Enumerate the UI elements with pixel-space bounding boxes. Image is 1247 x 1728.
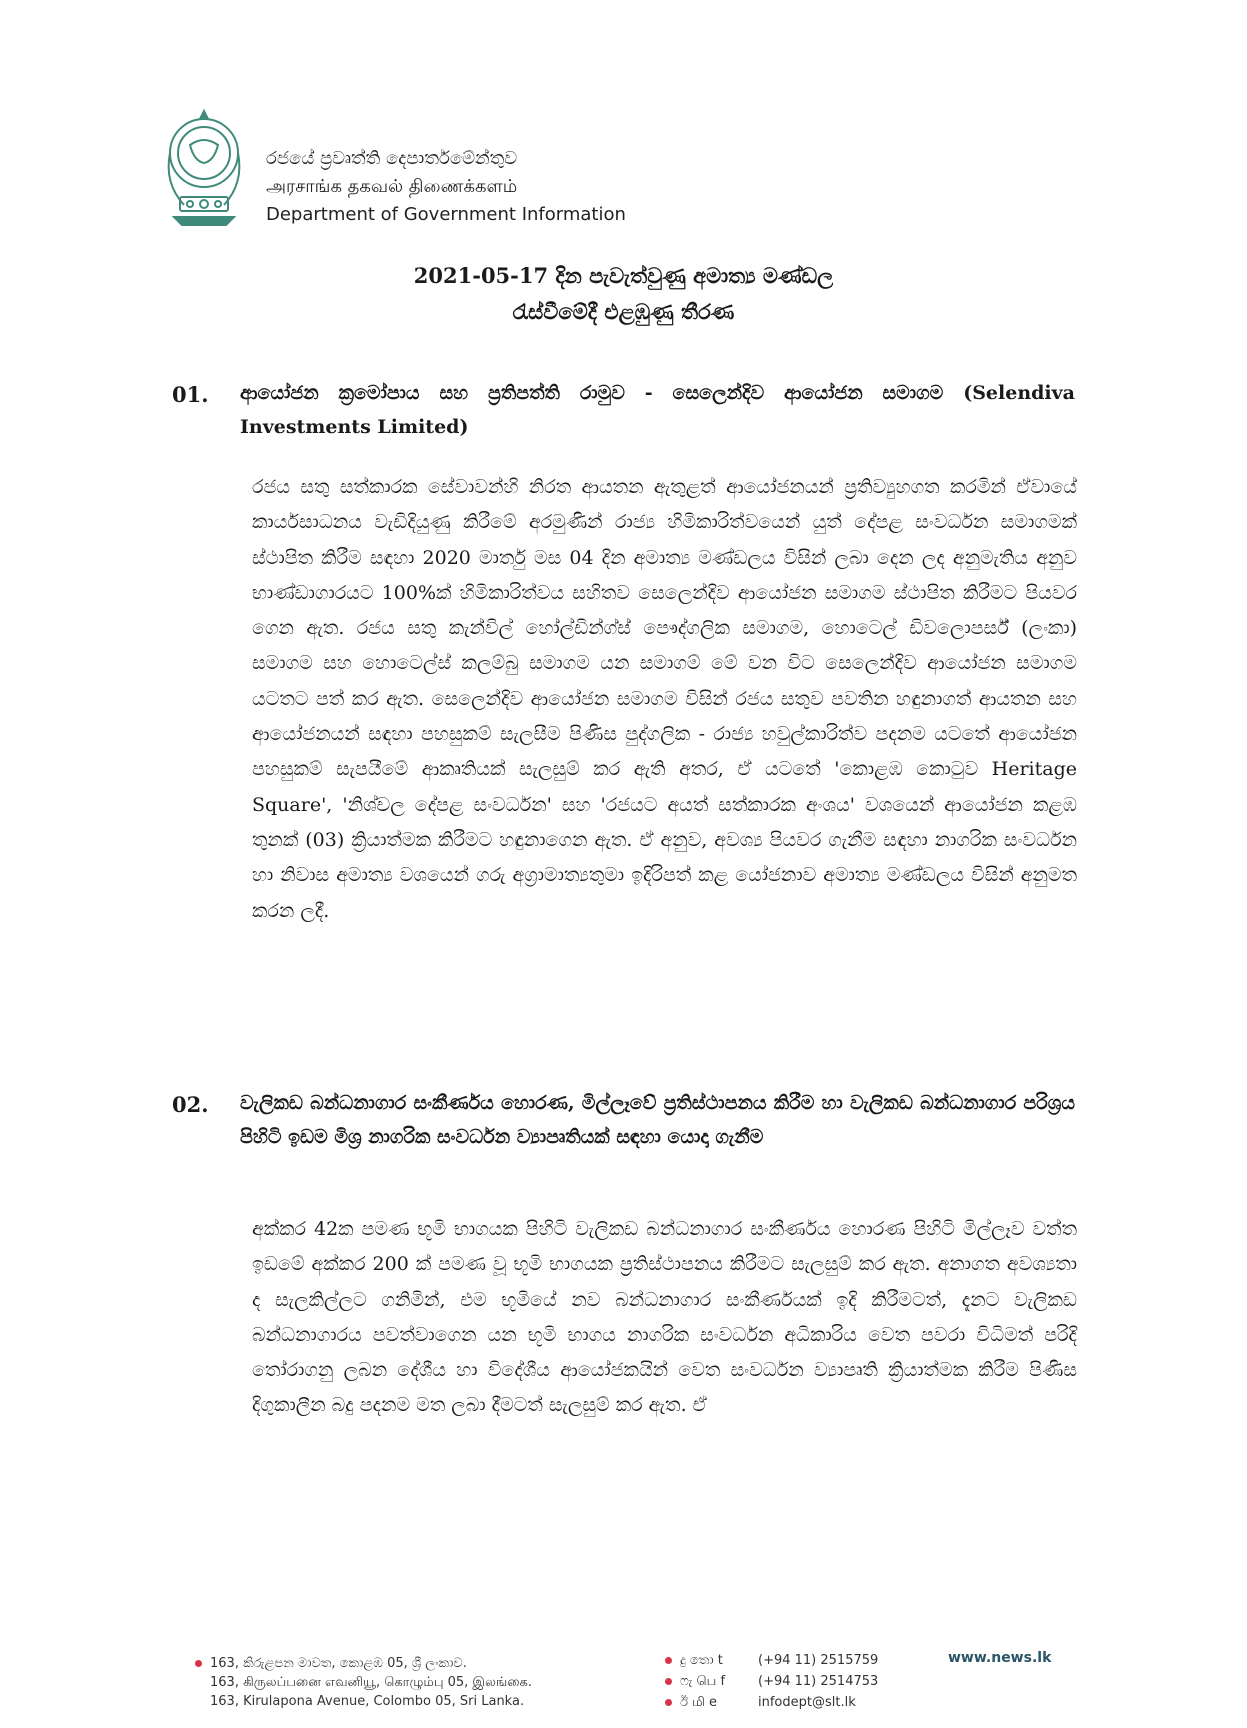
telephone-number: (+94 11) 2515759: [758, 1653, 879, 1668]
section-body: රජය සතු සත්කාරක සේවාවන්හි නිරත ආයතන ඇතුළත් ආයෝජනයන් ප්‍රතිව්‍යුහගත කරමින් ඒවායේ කාර්යසාධනය වැඩිදියුණු කිරීමේ අරමුණින් රාජ්‍ය හිමිකාරිත්වයෙන් යුත් දේපළ සංවර්ධන සමාගමක් ස්ථාපිත කිරීම සඳහා 2020 මාර්තු මස 04 දින අමාත්‍ය මණ්ඩලය විසින් ලබා දෙන ලද අනුමැතිය අනුව භාණ්ඩාගාරයට 100%ක් හිමිකාරිත්වය සහිතව සෙලෙන්දිව ආයෝජන සමාගම ස්ථාපිත කිරීමට පියවර ගෙන ඇත. රජය සතු කැන්විල් හෝල්ඩින්ග්ස් පෞද්ගලික සමාගම, හොටෙල් ඩිවලොපර්ස් (ලංකා) සමාගම සහ හොටෙල්ස් කලම්බු සමාගම යන සමාගම් මේ වන විට සෙලෙන්දිව ආයෝජන සමාගම යටතට පත් කර ඇත. සෙලෙන්දිව ආයෝජන සමාගම විසින් රජය සතුව පවතින හඳුනාගත් ආයතන සහ ආයෝජනයන් සඳහා පහසුකම් සැලසීම පිණිස පුද්ගලික - රාජ්‍ය හවුල්කාරිත්ව පදනම යටතේ ආයෝජන පහසුකම් සැපයීමේ ආකෘතියක් සැලසුම් කර ඇති අතර, ඒ යටතේ 'කොළඹ කොටුව Heritage Square', 'නිශ්චල දේපළ සංවර්ධන' සහ 'රජයට අයත් සත්කාරක අංශය' වශයෙන් ආයෝජන කළඹ තුනක් (03) ක්‍රියාත්මක කිරීමට හඳුනාගෙන ඇත. ඒ අනුව, අවශ්‍ය පියවර ගැනීම සඳහා නාගරික සංවර්ධන හා නිවාස අමාත්‍ය වශයෙන් ගරු අග්‍රාමාත්‍යතුමා ඉදිරිපත් කළ යෝජනාව අමාත්‍ය මණ්ඩලය විසින් අනුමත කරන ලදී.: [252, 476, 1077, 922]
address-sinhala: 163, කිරුළපන මාවත, කොළඹ 05, ශ්‍රී ලංකාව.: [210, 1656, 467, 1671]
department-name-tamil: அரசாங்க தகவல் திணைக்களம்: [266, 176, 518, 197]
address-tamil: 163, கிருலப்பனை எவனியூ, கொழும்பு 05, இலங்கை.: [210, 1675, 533, 1690]
fax-number: (+94 11) 2514753: [758, 1674, 879, 1689]
footer-address: [195, 1654, 532, 1711]
department-name-english: Department of Government Information: [266, 204, 626, 225]
title-line-2: රැස්වීමේදී එළඹුණු තීරණ: [512, 299, 735, 324]
sri-lanka-state-emblem-icon: [160, 105, 248, 230]
section-number: 02.: [172, 1092, 209, 1117]
title-line-1: 2021-05-17 දින පැවැත්වුණු අමාත්‍ය මණ්ඩල: [413, 263, 834, 288]
section-heading: ආයෝජන ක්‍රමෝපාය සහ ප්‍රතිපත්ති රාමුව - සෙලෙන්දිව ආයෝජන සමාගම (Selendiva Investments Limited): [240, 382, 1075, 438]
document-title: [0, 258, 1247, 330]
section-heading: වැලිකඩ බන්ධනාගාර සංකීර්ණය හොරණ, මිල්ලෑවේ ප්‍රතිස්ථාපනය කිරීම හා වැලිකඩ බන්ධනාගාර පරිශ්‍රය පිහිටි ඉඩම මිශ්‍ර නාගරික සංවර්ධන ව්‍යාපෘතියක් සඳහා යොදා ගැනීම: [240, 1092, 1075, 1148]
email-label: ඊ மி e: [680, 1695, 718, 1710]
bullet-dot-icon: [665, 1678, 672, 1685]
website-link[interactable]: www.news.lk: [948, 1650, 1052, 1666]
bullet-dot-icon: [195, 1660, 202, 1667]
bullet-dot-icon: [665, 1699, 672, 1706]
telephone-label: දු තො t: [680, 1653, 723, 1668]
department-name-sinhala: රජයේ ප්‍රවෘත්ති දෙපාර්තමේන්තුව: [266, 148, 518, 169]
footer-contact: [665, 1650, 878, 1713]
bullet-dot-icon: [665, 1657, 672, 1664]
section-number: 01.: [172, 382, 209, 407]
fax-label: ෆැ பெ f: [680, 1674, 726, 1689]
address-english: 163, Kirulapona Avenue, Colombo 05, Sri Lanka.: [210, 1694, 525, 1709]
section-body: අක්කර 42ක පමණ භූමි භාගයක පිහිටි වැලිකඩ බන්ධනාගාර සංකීර්ණය හොරණ පිහිටි මිල්ලෑව වත්ත ඉඩමේ අක්කර 200 ක් පමණ වූ භූමි භාගයක ප්‍රතිස්ථාපනය කිරීමට සැලසුම් කර ඇත. අනාගත අවශ්‍යතා ද සැලකිල්ලට ගනිමින්, එම භූමියේ නව බන්ධනාගාර සංකීර්ණයක් ඉදි කිරීමටත්, දැනට වැලිකඩ බන්ධනාගාරය පවත්වාගෙන යන භූමි භාගය නාගරික සංවර්ධන අධිකාරිය වෙත පවරා විධිමත් පරිදි තෝරාගනු ලබන දේශීය හා විදේශීය ආයෝජකයින් වෙත සංවර්ධන ව්‍යාපෘති ක්‍රියාත්මක කිරීම පිණිස දිගුකාලීන බදු පදනම මත ලබා දීමටත් සැලසුම් කර ඇත. ඒ: [252, 1218, 1077, 1417]
department-name-block: [266, 145, 626, 229]
email-address[interactable]: infodept@slt.lk: [758, 1695, 856, 1710]
letterhead: [160, 105, 680, 235]
page-footer: [0, 1648, 1247, 1718]
